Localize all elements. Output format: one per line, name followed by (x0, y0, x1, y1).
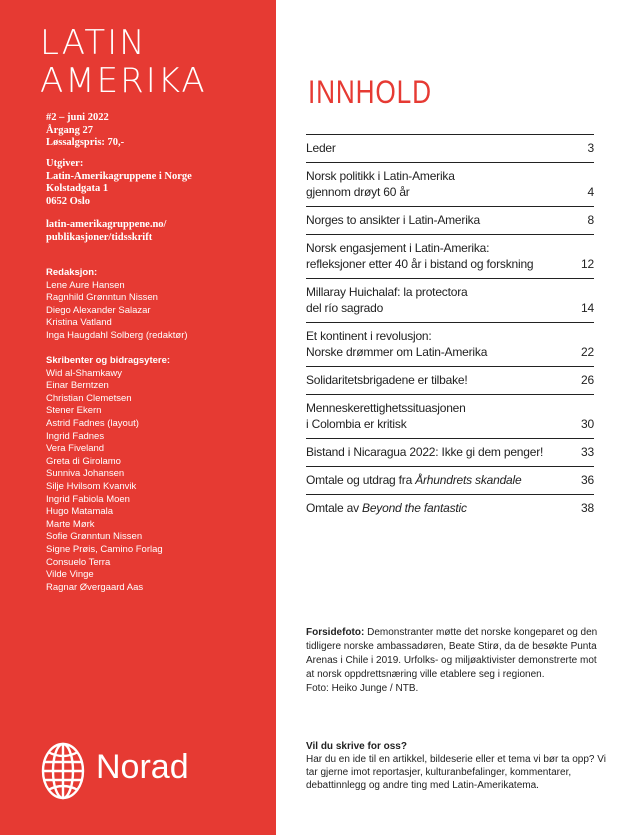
toc-page-number: 26 (581, 373, 594, 387)
toc-entry-title-text: Omtale av (306, 501, 363, 515)
toc-entry-title-text: Norsk engasjement i Latin-Amerika: (306, 241, 490, 255)
sidebar-panel (0, 0, 276, 835)
toc-entry-title (306, 140, 564, 156)
contributors-list (46, 355, 170, 594)
toc-entry-title-text: Omtale og utdrag fra (306, 473, 416, 487)
page-title: INNHOLD (308, 74, 432, 110)
web-link-line-1: latin-amerikagruppene.no/ (46, 219, 167, 230)
toc-entry-title-italic: Beyond the fantastic (362, 501, 467, 515)
contributor-name: Astrid Fadnes (layout) (46, 417, 139, 429)
toc-entry-title (306, 284, 564, 300)
editor-name: Diego Alexander Salazar (46, 304, 151, 316)
toc-page-number: 12 (581, 257, 594, 271)
toc-entry[interactable] (306, 394, 594, 438)
toc-entry-title-text: Norges to ansikter i Latin-Amerika (306, 213, 480, 227)
contributor-name: Ingrid Fabiola Moen (46, 493, 130, 505)
toc-page-number: 4 (587, 185, 594, 199)
toc-entry[interactable] (306, 322, 594, 366)
toc-entry-subtitle: i Colombia er kritisk (306, 417, 407, 431)
publisher-info (46, 158, 192, 208)
toc-entry-title-text: Leder (306, 141, 336, 155)
contributor-name: Wid al-Shamkawy (46, 367, 123, 379)
issue-info (46, 112, 124, 150)
toc-entry-title (306, 168, 564, 184)
toc-page-number: 3 (587, 141, 594, 155)
contributor-name: Stener Ekern (46, 405, 102, 417)
editor-name: Lene Aure Hansen (46, 279, 125, 291)
contributor-name: Ingrid Fadnes (46, 430, 105, 442)
editor-name: Inga Haugdahl Solberg (redaktør) (46, 329, 188, 341)
publisher-street: Kolstadgata 1 (46, 183, 109, 195)
toc-entry-title (306, 212, 564, 228)
publisher-postcode: 0652 Oslo (46, 195, 91, 207)
editors-list (46, 267, 188, 343)
toc-entry-title-text: Bistand i Nicaragua 2022: Ikke gi dem penger! (306, 445, 544, 459)
editors-heading: Redaksjon: (46, 267, 98, 278)
norad-globe-icon (40, 740, 86, 802)
contributor-name: Greta di Girolamo (46, 455, 121, 467)
toc-entry-title (306, 400, 564, 416)
contributor-name: Hugo Matamala (46, 506, 114, 518)
issue-price: Løssalgspris: 70,- (46, 137, 125, 149)
toc-page-number: 36 (581, 473, 594, 487)
contributor-name: Vera Fiveland (46, 443, 105, 455)
toc-page-number: 8 (587, 213, 594, 227)
caption-credit: Foto: Heiko Junge / NTB. (306, 683, 419, 694)
publisher-label: Utgiver: (46, 158, 84, 169)
toc-entry-subtitle: gjennom drøyt 60 år (306, 185, 410, 199)
web-link[interactable] (46, 219, 166, 244)
contributor-name: Sofie Grønntun Nissen (46, 531, 143, 543)
toc-entry[interactable] (306, 134, 594, 162)
toc-page-number: 30 (581, 417, 594, 431)
contributor-name: Ragnar Øvergaard Aas (46, 581, 144, 593)
toc-entry-title (306, 372, 564, 388)
caption-text: Demonstranter møtte det norske kongeparet og den tidligere norske ambassadøren, Beate Stirø, da de besøkte Punta Arenas i Chile i 2019. Urfolks- og miljøaktivister demonstrerte mot at norsk oppdrettsnæring ville etablere seg i regionen. (306, 627, 598, 680)
editor-name: Kristina Vatland (46, 317, 112, 329)
caption-label: Forsidefoto: (306, 627, 365, 638)
masthead-line-1: LATIN (40, 23, 147, 63)
toc-entry-title-text: Solidaritetsbrigadene er tilbake! (306, 373, 468, 387)
toc-entry[interactable] (306, 206, 594, 234)
table-of-contents (306, 134, 594, 522)
contribute-question: Vil du skrive for oss? (306, 741, 407, 752)
issue-volume: Årgang 27 (46, 124, 93, 136)
contributor-name: Silje Hvilsom Kvanvik (46, 480, 137, 492)
contributor-name: Marte Mørk (46, 518, 95, 530)
issue-number-date: #2 – juni 2022 (46, 112, 109, 123)
toc-page-number: 22 (581, 345, 594, 359)
toc-entry[interactable] (306, 438, 594, 466)
contributor-name: Einar Berntzen (46, 380, 109, 392)
toc-entry-title-italic: Århundrets skandale (415, 473, 522, 487)
toc-entry-subtitle: refleksjoner etter 40 år i bistand og forskning (306, 257, 534, 271)
contributor-name: Consuelo Terra (46, 556, 111, 568)
publisher-org: Latin-Amerikagruppene i Norge (46, 170, 192, 182)
toc-entry[interactable] (306, 494, 594, 522)
toc-entry-title-text: Menneskerettighetssituasjonen (306, 401, 466, 415)
masthead-line-2: AMERIKA (40, 61, 207, 101)
contents-panel (276, 0, 640, 835)
contributor-name: Sunniva Johansen (46, 468, 125, 480)
toc-page-number: 33 (581, 445, 594, 459)
toc-entry[interactable] (306, 466, 594, 494)
toc-entry-title (306, 328, 564, 344)
toc-entry-title-text: Et kontinent i revolusjon: (306, 329, 432, 343)
toc-entry[interactable] (306, 366, 594, 394)
norad-wordmark: Norad (96, 748, 189, 786)
toc-entry-title (306, 240, 564, 256)
toc-entry-title (306, 472, 564, 488)
contributor-name: Vilde Vinge (46, 569, 94, 581)
masthead-logo (40, 24, 260, 100)
contributors-heading: Skribenter og bidragsytere: (46, 355, 171, 366)
toc-page-number: 14 (581, 301, 594, 315)
contributor-name: Signe Prøis, Camino Forlag (46, 543, 163, 555)
toc-entry[interactable] (306, 234, 594, 278)
toc-entry-subtitle: Norske drømmer om Latin-Amerika (306, 345, 488, 359)
toc-entry-title (306, 444, 564, 460)
cover-photo-caption (306, 626, 606, 696)
toc-entry-title (306, 500, 564, 516)
toc-page-number: 38 (581, 501, 594, 515)
toc-entry-title-text: Millaray Huichalaf: la protectora (306, 285, 468, 299)
toc-entry-subtitle: del río sagrado (306, 301, 384, 315)
contribute-text: Har du en ide til en artikkel, bildeserie eller et tema vi bør ta opp? Vi tar gjerne imot reportasjer, kulturanbefalinger, kommentarer, debattinnlegg og andre ting med Latin-Amerikatema. (306, 754, 606, 791)
toc-entry-title-text: Norsk politikk i Latin-Amerika (306, 169, 455, 183)
norad-logo (40, 738, 210, 804)
contribute-box (306, 740, 616, 792)
toc-entry[interactable] (306, 278, 594, 322)
editor-name: Ragnhild Grønntun Nissen (46, 292, 158, 304)
contributor-name: Christian Clemetsen (46, 392, 132, 404)
web-link-line-2: publikasjoner/tidsskrift (46, 231, 153, 243)
toc-entry[interactable] (306, 162, 594, 206)
